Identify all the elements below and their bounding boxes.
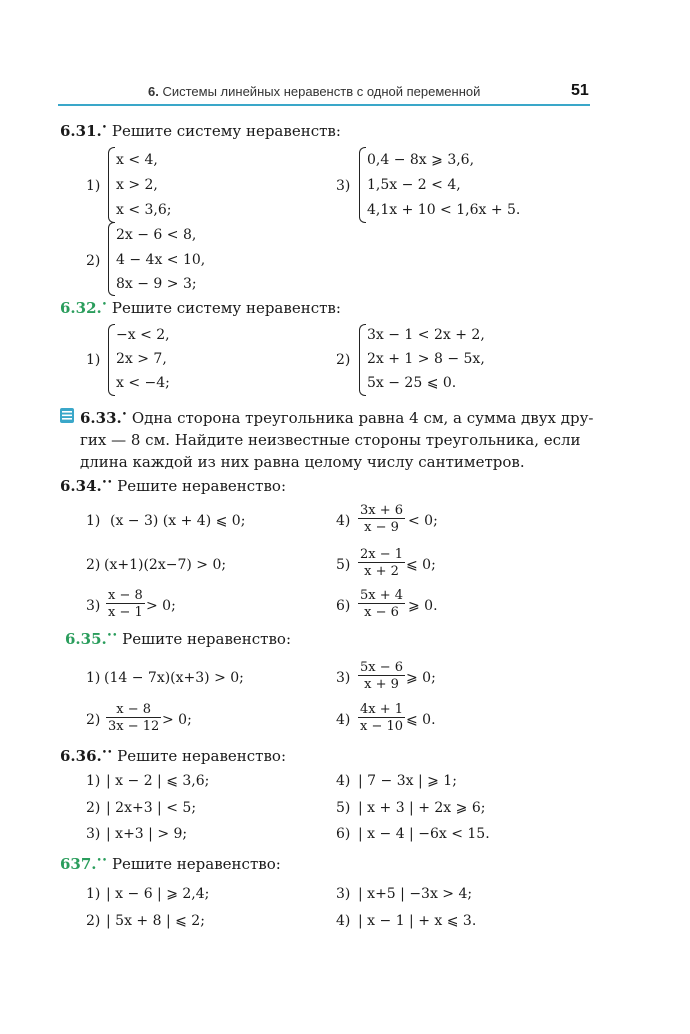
problem-6-36-heading: 6.36.•• Решите неравенство: (60, 747, 286, 765)
inequality: | x − 1 | + x ⩽ 3. (358, 913, 477, 929)
problem-6-32-heading: 6.32.• Решите систему неравенств: (60, 299, 341, 317)
problem-text-line: длина каждой из них равна целому числу сантиметров. (80, 453, 525, 471)
system-brace (108, 147, 115, 223)
chapter-number: 6. (148, 84, 159, 99)
fraction: $\frac{5x + 4}{x - 6}$ (360, 588, 404, 620)
inequality: 1,5x − 2 < 4, (367, 177, 461, 193)
inequality: | x − 4 | −6x < 15. (358, 826, 490, 842)
running-header (148, 84, 480, 99)
system-label: 3) (336, 178, 351, 194)
item-label: 1) (86, 513, 101, 529)
inequality: 0,4 − 8x ⩾ 3,6, (367, 152, 475, 168)
fraction: $\frac{x - 8}{x - 1}$ (108, 588, 143, 620)
system-label: 1) (86, 352, 101, 368)
problem-6-31-heading: 6.31.• Решите систему неравенств: (60, 122, 341, 140)
item-label: 3) (86, 826, 101, 842)
item-label: 3) (336, 670, 351, 686)
item-label: 3) (336, 886, 351, 902)
item-label: 2) (86, 557, 101, 573)
problem-text-line: Одна сторона треугольника равна 4 см, а сумма двух дру- (131, 409, 594, 427)
item-label: 5) (336, 557, 351, 573)
item-label: 2) (86, 712, 101, 728)
inequality: x < 3,6; (116, 202, 172, 218)
inequality-tail: ⩾ 0; (406, 670, 436, 686)
system-brace (108, 222, 115, 296)
inequality: x < 4, (116, 152, 158, 168)
fraction: $\frac{2x - 1}{x + 2}$ (360, 547, 404, 579)
problem-6-33: 6.33.• Одна сторона треугольника равна 4 см, а сумма двух дру- гих — 8 см. Найдите неизвестные стороны треугольника, если длина каждой из них равна целому числу сантиметров. (80, 409, 594, 471)
inequality: 4 − 4x < 10, (116, 252, 206, 268)
header-rule (58, 104, 590, 106)
inequality: −x < 2, (116, 327, 170, 343)
fraction: $\frac{4x + 1}{x - 10}$ (360, 702, 404, 734)
fraction: $\frac{5x - 6}{x + 9}$ (360, 660, 404, 692)
item-label: 4) (336, 773, 351, 789)
inequality: x > 2, (116, 177, 158, 193)
inequality: 2x > 7, (116, 351, 167, 367)
inequality: 2x − 6 < 8, (116, 227, 197, 243)
inequality: 2x + 1 > 8 − 5x, (367, 351, 485, 367)
inequality: 3x − 1 < 2x + 2, (367, 327, 485, 343)
inequality-tail: < 0; (408, 513, 438, 529)
inequality: (x+1)(2x−7) > 0; (104, 557, 227, 573)
inequality: | x+5 | −3x > 4; (358, 886, 473, 902)
system-label: 2) (86, 253, 101, 269)
inequality: (14 − 7x)(x+3) > 0; (104, 670, 244, 686)
problem-6-34-heading: 6.34.•• Решите неравенство: (60, 477, 286, 495)
inequality-tail: > 0; (146, 598, 176, 614)
item-label: 1) (86, 670, 101, 686)
item-label: 3) (86, 598, 101, 614)
item-label: 4) (336, 712, 351, 728)
system-brace (359, 324, 366, 396)
inequality: 5x − 25 ⩽ 0. (367, 375, 457, 391)
system-label: 2) (336, 352, 351, 368)
item-label: 4) (336, 913, 351, 929)
problem-637-heading: 637.•• Решите неравенство: (60, 855, 281, 873)
fraction: $\frac{x - 8}{3x - 12}$ (108, 702, 160, 734)
problem-text-line: гих — 8 см. Найдите неизвестные стороны треугольника, если (80, 431, 581, 449)
item-label: 5) (336, 800, 351, 816)
inequality: x < −4; (116, 375, 170, 391)
system-brace (359, 147, 366, 223)
inequality: | x − 6 | ⩾ 2,4; (106, 886, 210, 902)
item-label: 2) (86, 800, 101, 816)
inequality: (x − 3) (x + 4) ⩽ 0; (110, 513, 246, 529)
item-label: 1) (86, 886, 101, 902)
inequality: | x + 3 | + 2x ⩾ 6; (358, 800, 486, 816)
page-number: 51 (571, 82, 589, 99)
inequality: | x+3 | > 9; (106, 826, 188, 842)
inequality-tail: ⩽ 0; (406, 557, 436, 573)
inequality: 4,1x + 10 < 1,6x + 5. (367, 202, 521, 218)
inequality-tail: ⩽ 0. (406, 712, 436, 728)
system-brace (108, 324, 115, 396)
item-label: 6) (336, 826, 351, 842)
problem-6-35-heading: 6.35.•• Решите неравенство: (65, 630, 291, 648)
inequality-tail: > 0; (162, 712, 192, 728)
item-label: 4) (336, 513, 351, 529)
item-label: 1) (86, 773, 101, 789)
item-label: 6) (336, 598, 351, 614)
inequality: | 5x + 8 | ⩽ 2; (106, 913, 205, 929)
inequality: | 2x+3 | < 5; (106, 800, 197, 816)
item-label: 2) (86, 913, 101, 929)
inequality: | 7 − 3x | ⩾ 1; (358, 773, 457, 789)
inequality-tail: ⩾ 0. (408, 598, 438, 614)
inequality: 8x − 9 > 3; (116, 276, 197, 292)
system-label: 1) (86, 178, 101, 194)
inequality: | x − 2 | ⩽ 3,6; (106, 773, 210, 789)
fraction: $\frac{3x + 6}{x - 9}$ (360, 503, 404, 535)
chapter-title: Системы линейных неравенств с одной переменной (162, 84, 481, 99)
book-icon (59, 407, 75, 424)
